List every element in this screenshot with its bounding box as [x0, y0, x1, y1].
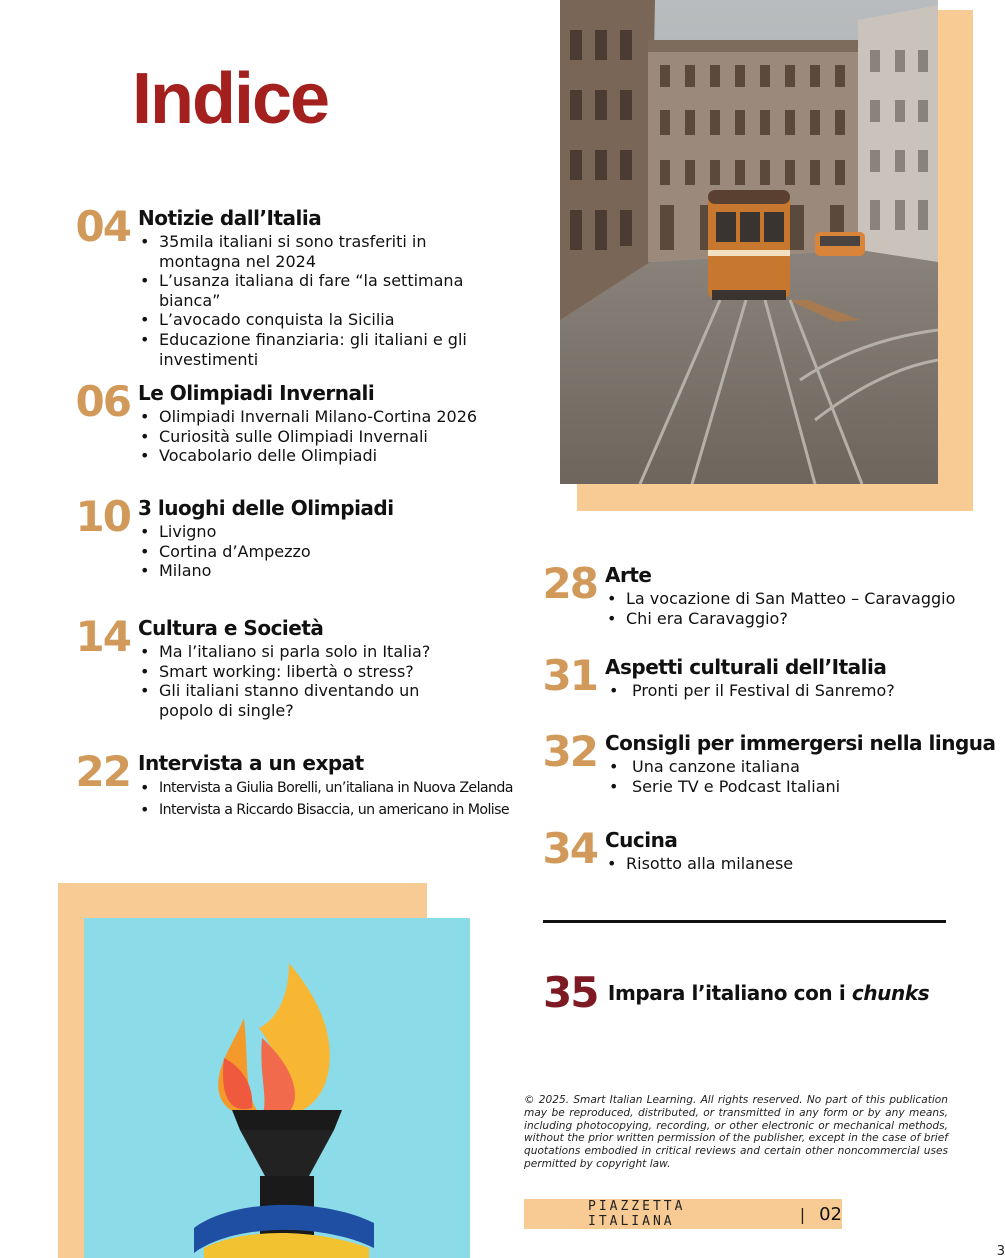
section-number: 34 — [542, 824, 597, 873]
section-title: Cucina — [605, 828, 678, 852]
list-item: • Educazione finanziaria: gli italiani e gli investimenti — [138, 330, 468, 369]
copyright-notice: © 2025. Smart Italian Learning. All rights reserved. No part of this publication may be reproduced, distributed, or transmitted in any form or by any means, including photocopying, recording, or other electronic or mechanical methods, without the prior written permission of the publisher, except in the case of brief quotations embodied in critical reviews and certain other noncommercial uses permitted by copyright law. — [524, 1094, 948, 1170]
list-item: • L’usanza italiana di fare “la settimana bianca” — [138, 271, 510, 310]
section-title: Consigli per immergersi nella lingua — [605, 731, 996, 755]
section-item-list — [138, 777, 518, 821]
list-item: • Ma l’italiano si parla solo in Italia? — [138, 642, 478, 662]
list-item: • Intervista a Riccardo Bisaccia, un americano in Molise — [138, 799, 518, 821]
section-item-list — [138, 642, 478, 720]
page-number: 02 — [819, 1203, 842, 1225]
section-number: 35 — [543, 968, 598, 1017]
section-divider — [543, 920, 946, 923]
section-title: Cultura e Società — [138, 616, 324, 640]
section-item-list — [138, 232, 510, 369]
section-title: Notizie dall’Italia — [138, 206, 322, 230]
section-title: Arte — [605, 563, 652, 587]
list-item: • Livigno — [138, 522, 538, 542]
section-title: 3 luoghi delle Olimpiadi — [138, 496, 394, 520]
section-title: Le Olimpiadi Invernali — [138, 381, 375, 405]
section-item-list — [138, 522, 538, 581]
list-item: • L’avocado conquista la Sicilia — [138, 310, 510, 330]
section-item-list — [605, 681, 985, 701]
page-title: Indice — [132, 59, 329, 139]
section-item-list — [605, 854, 985, 874]
list-item: • La vocazione di San Matteo – Caravaggio — [605, 589, 985, 609]
toc-section-35[interactable] — [543, 968, 929, 1017]
section-title-emphasis: chunks — [851, 980, 930, 1005]
section-item-list — [605, 757, 985, 796]
list-item: • 35mila italiani si sono trasferiti in montagna nel 2024 — [138, 232, 510, 271]
section-number: 22 — [75, 747, 130, 796]
list-item: • Serie TV e Podcast Italiani — [605, 777, 985, 797]
list-item: • Curiosità sulle Olimpiadi Invernali — [138, 427, 538, 447]
page-footer — [524, 1199, 842, 1229]
footer-brand: PIAZZETTA ITALIANA — [588, 1199, 686, 1229]
section-title: Intervista a un expat — [138, 751, 364, 775]
list-item: • Pronti per il Festival di Sanremo? — [605, 681, 985, 701]
section-number: 06 — [75, 377, 130, 426]
list-item: • Intervista a Giulia Borelli, un’italiana in Nuova Zelanda — [138, 777, 518, 799]
section-item-list — [605, 589, 985, 628]
section-title — [608, 981, 929, 1005]
list-item: • Olimpiadi Invernali Milano-Cortina 2026 — [138, 407, 538, 427]
list-item: • Chi era Caravaggio? — [605, 609, 985, 629]
section-title: Aspetti culturali dell’Italia — [605, 655, 887, 679]
list-item: • Vocabolario delle Olimpiadi — [138, 446, 538, 466]
list-item: • Una canzone italiana — [605, 757, 985, 777]
corner-page-number: 3 — [996, 1244, 1005, 1258]
list-item: • Smart working: libertà o stress? — [138, 662, 478, 682]
milan-tram-photo — [560, 0, 938, 484]
list-item: • Milano — [138, 561, 538, 581]
section-item-list — [138, 407, 538, 466]
section-number: 10 — [75, 492, 130, 541]
list-item: • Risotto alla milanese — [605, 854, 985, 874]
section-number: 28 — [542, 559, 597, 608]
section-number: 04 — [75, 202, 130, 251]
olympic-torch-photo — [84, 918, 470, 1258]
section-number: 31 — [542, 651, 597, 700]
section-number: 14 — [75, 612, 130, 661]
section-title-text: Impara l’italiano con i — [607, 980, 846, 1005]
list-item: • Gli italiani stanno diventando un popolo di single? — [138, 681, 478, 720]
footer-separator: | — [799, 1204, 806, 1224]
section-number: 32 — [542, 727, 597, 776]
list-item: • Cortina d’Ampezzo — [138, 542, 538, 562]
